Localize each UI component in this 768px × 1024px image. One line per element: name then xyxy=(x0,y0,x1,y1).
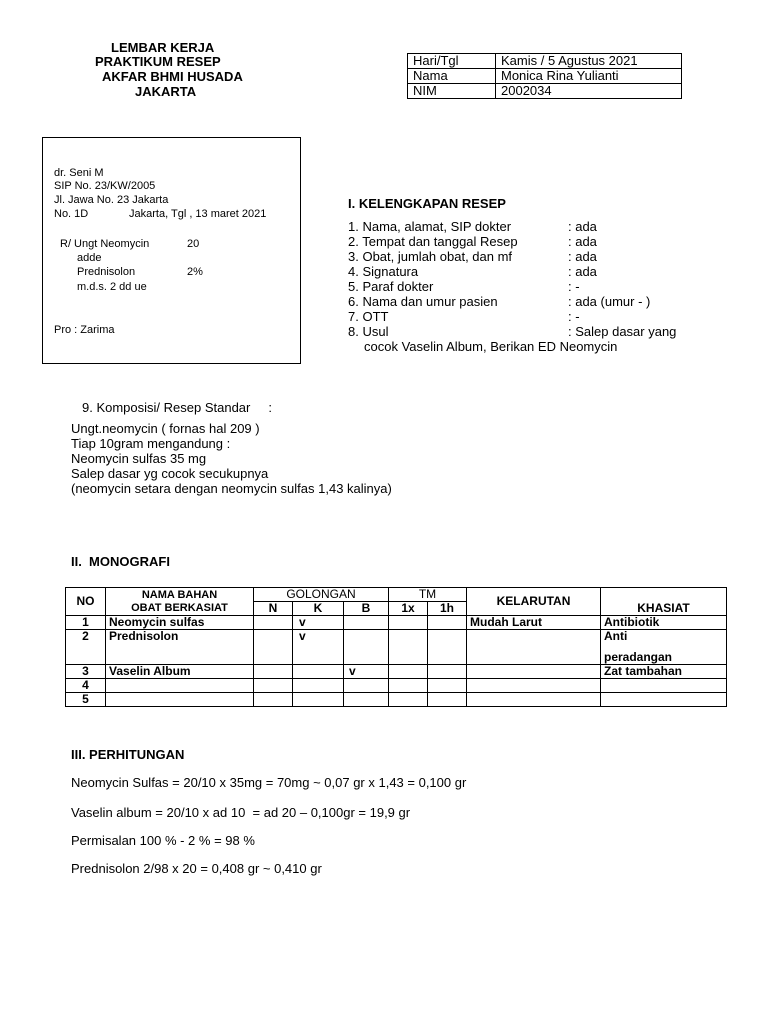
doctor-sip: SIP No. 23/KW/2005 xyxy=(54,180,156,192)
cell-khasiat xyxy=(601,679,727,693)
cell-no: 1 xyxy=(66,616,106,630)
cell-no: 3 xyxy=(66,665,106,679)
cell-khasiat xyxy=(601,630,727,665)
cell-k xyxy=(293,665,344,679)
info-value: 2002034 xyxy=(496,84,682,99)
prescription-box xyxy=(42,137,301,364)
composition-line: (neomycin setara dengan neomycin sulfas 1,43 kalinya) xyxy=(71,481,392,496)
cell-1x xyxy=(389,665,428,679)
cell-khasiat: Zat tambahan xyxy=(601,665,727,679)
info-key: NIM xyxy=(408,84,496,99)
cell-n xyxy=(254,630,293,665)
composition-block xyxy=(71,421,671,496)
rx-line-1-qty: 20 xyxy=(187,238,200,250)
cell-1x xyxy=(389,630,428,665)
cell-n xyxy=(254,665,293,679)
info-value: Kamis / 5 Agustus 2021 xyxy=(496,54,682,69)
composition-line: Salep dasar yg cocok secukupnya xyxy=(71,466,269,481)
cell-kelarutan xyxy=(467,665,601,679)
rx-pro: Pro : Zarima xyxy=(54,324,115,336)
rx-line-1-name: R/ Ungt Neomycin xyxy=(60,238,150,250)
table-row xyxy=(66,630,727,665)
checklist-value: : ada xyxy=(568,264,597,279)
checklist-item xyxy=(348,234,518,249)
info-row xyxy=(408,69,682,84)
checklist-label: 6. Nama dan umur pasien xyxy=(348,294,498,309)
info-row xyxy=(408,54,682,69)
checklist-value: : ada xyxy=(568,249,597,264)
calculation-line: Neomycin Sulfas = 20/10 x 35mg = 70mg ~ 0,07 gr x 1,43 = 0,100 gr xyxy=(71,775,467,790)
info-row xyxy=(408,84,682,99)
checklist-label: 3. Obat, jumlah obat, dan mf xyxy=(348,249,513,264)
composition-line: Tiap 10gram mengandung : xyxy=(71,436,231,451)
checklist-item xyxy=(348,264,418,279)
calculation-line: Vaselin album = 20/10 x ad 10 = ad 20 – 0,100gr = 19,9 gr xyxy=(71,805,411,820)
cell-b: v xyxy=(344,665,389,679)
col-nama-line-1: NAMA BAHAN xyxy=(141,588,218,601)
checklist-value: : ada xyxy=(568,234,597,249)
cell-no: 4 xyxy=(66,679,106,693)
cell-k xyxy=(293,693,344,707)
header-line-1: LEMBAR KERJA xyxy=(111,40,215,55)
cell-no: 2 xyxy=(66,630,106,665)
col-nama-line-2: OBAT BERKASIAT xyxy=(131,601,228,614)
cell-kelarutan: Mudah Larut xyxy=(467,616,601,630)
col-kelarutan: KELARUTAN xyxy=(467,588,601,616)
table-row xyxy=(66,679,727,693)
cell-k xyxy=(293,679,344,693)
checklist-value: : Salep dasar yang xyxy=(568,324,677,339)
checklist-label: 2. Tempat dan tanggal Resep xyxy=(348,234,518,249)
cell-kelarutan xyxy=(467,630,601,665)
cell-khasiat: Antibiotik xyxy=(601,616,727,630)
doctor-address: Jl. Jawa No. 23 Jakarta xyxy=(54,194,169,206)
cell-nama: Vaselin Album xyxy=(106,665,254,679)
student-info-table xyxy=(407,53,682,99)
col-tm: TM xyxy=(389,588,467,602)
cell-nama: Neomycin sulfas xyxy=(106,616,254,630)
cell-k: v xyxy=(293,616,344,630)
cell-b xyxy=(344,693,389,707)
cell-nama xyxy=(106,679,254,693)
composition-line: Neomycin sulfas 35 mg xyxy=(71,451,207,466)
col-no: NO xyxy=(66,588,106,616)
cell-kelarutan xyxy=(467,679,601,693)
cell-1x xyxy=(389,693,428,707)
cell-1x xyxy=(389,679,428,693)
rx-line-2-name: adde xyxy=(77,252,102,264)
cell-b xyxy=(344,679,389,693)
cell-b xyxy=(344,630,389,665)
usul-continuation: cocok Vaselin Album, Berikan ED Neomycin xyxy=(364,339,618,354)
cell-1h xyxy=(428,616,467,630)
section-2-title: II. MONOGRAFI xyxy=(71,554,170,569)
checklist-label: 7. OTT xyxy=(348,309,389,324)
section-3-title: III. PERHITUNGAN xyxy=(71,747,185,762)
prescription-place-date: Jakarta, Tgl , 13 maret 2021 xyxy=(129,208,267,220)
cell-nama xyxy=(106,693,254,707)
col-1x: 1x xyxy=(389,602,428,616)
col-k: K xyxy=(293,602,344,616)
info-key: Hari/Tgl xyxy=(408,54,496,69)
checklist-item xyxy=(348,219,511,234)
checklist-item xyxy=(348,324,388,339)
calculation-line: Permisalan 100 % - 2 % = 98 % xyxy=(71,833,255,848)
checklist-value: : ada xyxy=(568,219,597,234)
table-row xyxy=(66,616,727,630)
cell-nama: Prednisolon xyxy=(106,630,254,665)
checklist-label: 8. Usul xyxy=(348,324,389,339)
col-n: N xyxy=(254,602,293,616)
checklist-item xyxy=(348,309,388,324)
cell-khasiat xyxy=(601,693,727,707)
cell-b xyxy=(344,616,389,630)
info-key: Nama xyxy=(408,69,496,84)
header-line-4: JAKARTA xyxy=(135,84,197,99)
cell-1h xyxy=(428,665,467,679)
info-value: Monica Rina Yulianti xyxy=(496,69,682,84)
composition-line: Ungt.neomycin ( fornas hal 209 ) xyxy=(71,421,260,436)
composition-title: 9. Komposisi/ Resep Standar : xyxy=(82,400,273,415)
section-1-title: I. KELENGKAPAN RESEP xyxy=(348,196,506,211)
prescription-number: No. 1D xyxy=(54,208,89,220)
col-nama xyxy=(106,588,254,616)
checklist-label: 5. Paraf dokter xyxy=(348,279,434,294)
header-row xyxy=(66,588,727,602)
monograph-table xyxy=(65,587,727,707)
cell-n xyxy=(254,693,293,707)
col-b: B xyxy=(344,602,389,616)
rx-signa: m.d.s. 2 dd ue xyxy=(77,281,147,293)
cell-k: v xyxy=(293,630,344,665)
header-line-3: AKFAR BHMI HUSADA xyxy=(102,69,243,84)
doctor-name: dr. Seni M xyxy=(54,167,104,179)
cell-no: 5 xyxy=(66,693,106,707)
col-khasiat: KHASIAT xyxy=(601,588,727,616)
header-line-2: PRAKTIKUM RESEP xyxy=(95,54,221,69)
cell-kelarutan xyxy=(467,693,601,707)
calculation-line: Prednisolon 2/98 x 20 = 0,408 gr ~ 0,410 gr xyxy=(71,861,322,876)
cell-1h xyxy=(428,679,467,693)
checklist-label: 1. Nama, alamat, SIP dokter xyxy=(348,219,512,234)
rx-line-3-qty: 2% xyxy=(187,266,203,278)
checklist-value: : - xyxy=(568,309,580,324)
checklist-item xyxy=(348,279,433,294)
cell-1h xyxy=(428,693,467,707)
cell-1x xyxy=(389,616,428,630)
cell-khasiat-line-2: peradangan xyxy=(604,650,673,664)
col-1h: 1h xyxy=(428,602,467,616)
table-row xyxy=(66,693,727,707)
table-row xyxy=(66,665,727,679)
checklist-value: : ada (umur - ) xyxy=(568,294,651,309)
cell-khasiat-line-1: Anti xyxy=(604,629,628,643)
col-golongan: GOLONGAN xyxy=(254,588,389,602)
checklist-value: : - xyxy=(568,279,580,294)
cell-1h xyxy=(428,630,467,665)
checklist-item xyxy=(348,249,512,264)
cell-n xyxy=(254,616,293,630)
cell-n xyxy=(254,679,293,693)
checklist-item xyxy=(348,294,498,309)
checklist-label: 4. Signatura xyxy=(348,264,419,279)
rx-line-3-name: Prednisolon xyxy=(77,266,136,278)
